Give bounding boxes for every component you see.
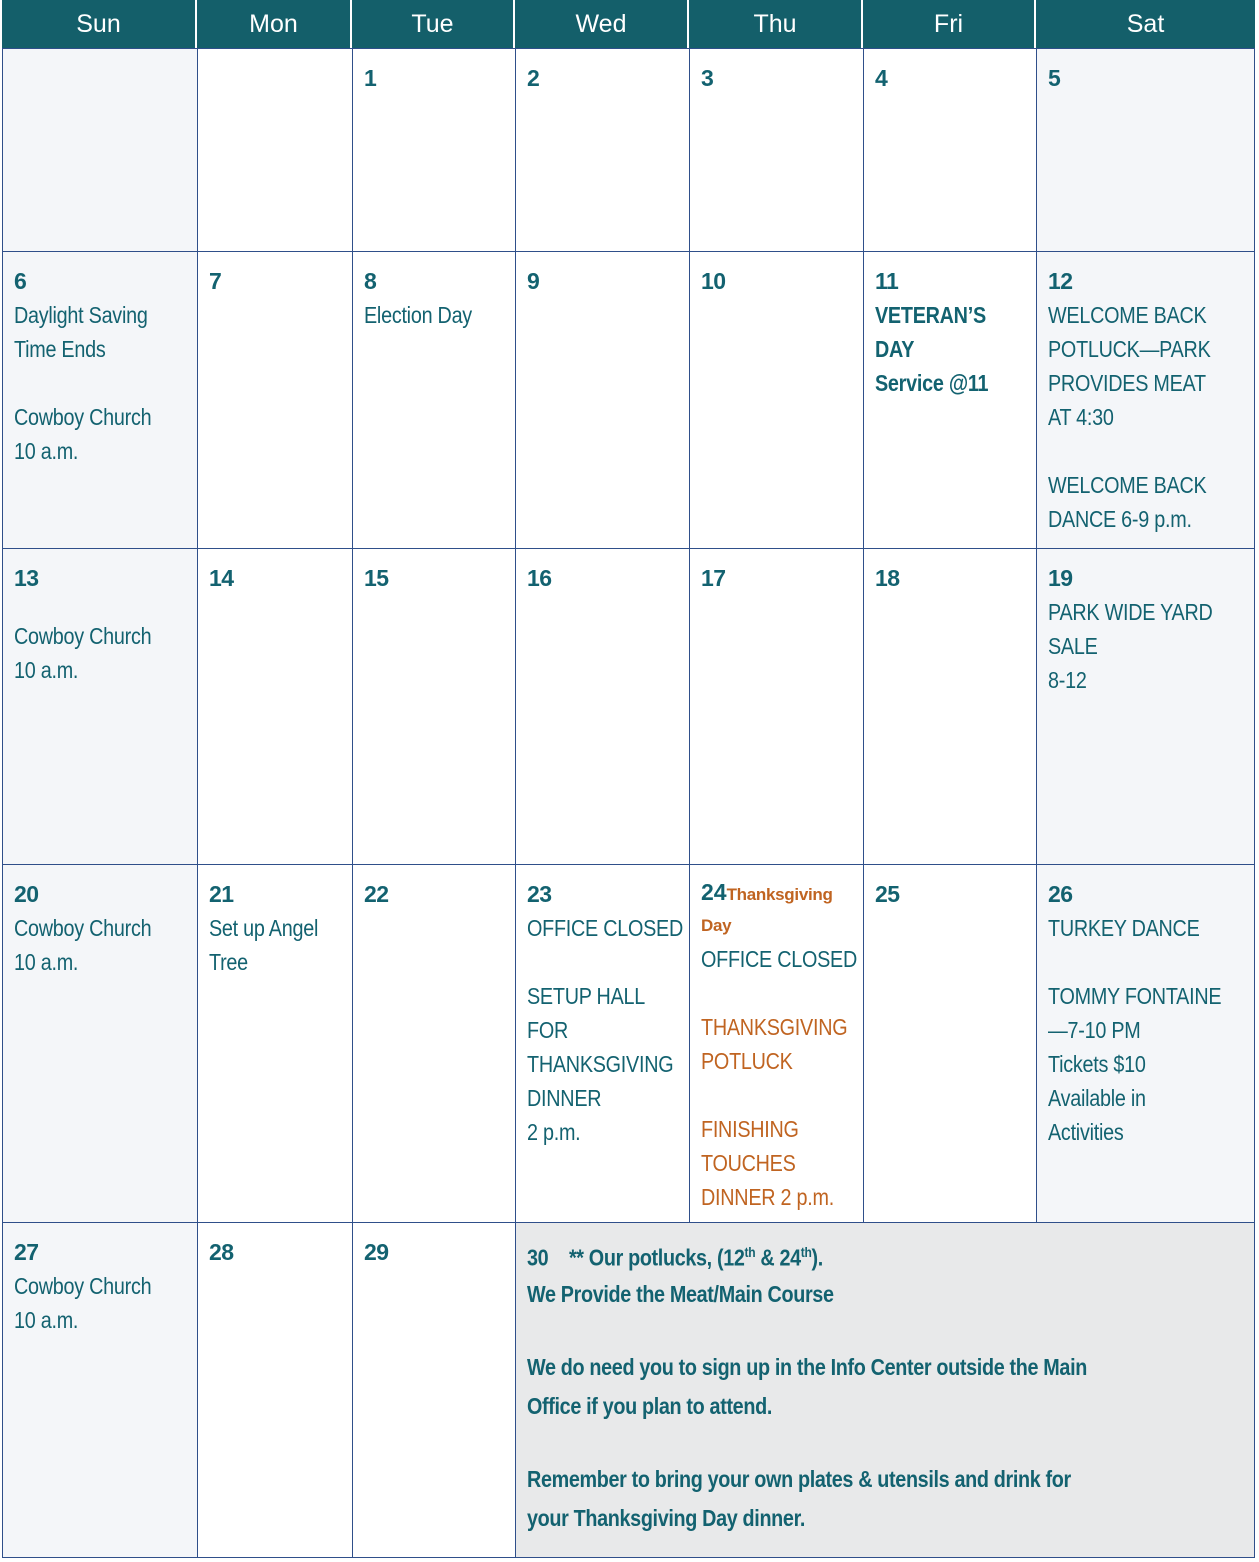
event-text: WELCOME BACK [1048,472,1207,498]
event-text: THANKSGIVING [701,1014,848,1040]
day-number: 13 [14,565,39,591]
event-text: THANKSGIVING [527,1051,674,1077]
event-text: DAY [875,336,915,362]
day-number: 29 [364,1239,389,1265]
potluck-note-header [527,1235,1144,1275]
event-text: SETUP HALL [527,983,645,1009]
event-text: —7-10 PM [1048,1017,1141,1043]
event-text: DINNER [527,1085,602,1111]
day-number: 17 [701,565,726,591]
event-text: Service @11 [875,370,989,396]
day-number: 4 [875,65,888,91]
event-text: Activities [1048,1119,1124,1145]
day-cell-21[interactable] [197,864,353,1223]
event-text: SALE [1048,633,1098,659]
day-number: 1 [364,65,377,91]
event-text: Set up Angel [209,915,319,941]
day-cell-10[interactable] [689,251,864,549]
day-cell-5[interactable] [1036,48,1255,252]
event-text: Cowboy Church [14,1273,152,1299]
day-cell-20[interactable] [2,864,198,1223]
event-text: WELCOME BACK [1048,302,1207,328]
note-text: & 24 [755,1244,801,1271]
event-text: 10 a.m. [14,438,79,464]
event-text: OFFICE CLOSED [701,946,858,972]
day-cell-12[interactable] [1036,251,1255,549]
day-cell-22[interactable] [352,864,516,1223]
event-text: 10 a.m. [14,949,79,975]
day-number: 27 [14,1239,39,1265]
event-text: Cowboy Church [14,915,152,941]
day-cell-2[interactable] [515,48,690,252]
day-header-wed: Wed [515,0,689,48]
day-cell-3[interactable] [689,48,864,252]
event-text: Cowboy Church [14,404,152,430]
event-text: Cowboy Church [14,623,152,649]
note-line: We Provide the Meat/Main Course [527,1280,834,1307]
note-text: ** Our potlucks, (12 [568,1244,745,1271]
event-text: 10 a.m. [14,657,79,683]
event-text: TOUCHES [701,1150,796,1176]
day-number: 19 [1048,565,1073,591]
day-cell-27[interactable] [2,1222,198,1558]
note-line: your Thanksgiving Day dinner. [527,1504,805,1531]
event-text: PARK WIDE YARD [1048,599,1213,625]
event-text: FINISHING [701,1116,799,1142]
day-cell-29[interactable] [352,1222,516,1558]
day-cell-30-notes[interactable] [515,1222,1255,1558]
day-cell-24[interactable] [689,864,864,1223]
day-cell-28[interactable] [197,1222,353,1558]
event-text: Tree [209,949,248,975]
day-number: 16 [527,565,552,591]
day-cell-6[interactable] [2,251,198,549]
event-text: Daylight Saving [14,302,148,328]
day-header-fri: Fri [863,0,1036,48]
event-text: TURKEY DANCE [1048,915,1200,941]
event-text: POTLUCK—PARK [1048,336,1211,362]
day-number: 24 [701,879,727,905]
day-cell-23[interactable] [515,864,690,1223]
event-text: FOR [527,1017,568,1043]
event-text: Available in [1048,1085,1146,1111]
day-number: 5 [1048,65,1061,91]
day-number: 6 [14,268,27,294]
event-text: 2 p.m. [527,1119,581,1145]
event-text: Time Ends [14,336,106,362]
event-text: 8-12 [1048,667,1087,693]
event-text: POTLUCK [701,1048,793,1074]
event-text: DANCE 6-9 p.m. [1048,506,1192,532]
holiday-label: Thanksgiving [726,885,833,904]
day-cell-7[interactable] [197,251,353,549]
day-number: 30 [527,1244,549,1271]
day-cell-13[interactable] [2,548,198,865]
day-number: 12 [1048,268,1073,294]
day-number: 14 [209,565,234,591]
event-text: DINNER 2 p.m. [701,1184,834,1210]
day-number: 9 [527,268,540,294]
event-text: 10 a.m. [14,1307,79,1333]
day-header-thu: Thu [689,0,863,48]
day-number: 3 [701,65,714,91]
event-text: AT 4:30 [1048,404,1114,430]
day-number: 8 [364,268,377,294]
calendar [2,0,1255,1558]
note-line: Remember to bring your own plates & utensils and drink for [527,1465,1071,1492]
event-text: Election Day [364,302,472,328]
day-header-sat: Sat [1036,0,1255,48]
event-text: OFFICE CLOSED [527,915,684,941]
day-header-tue: Tue [352,0,515,48]
day-cell-8[interactable] [352,251,516,549]
day-header-mon: Mon [197,0,352,48]
event-text: Tickets $10 [1048,1051,1146,1077]
note-sup: th [744,1244,756,1260]
day-cell-4[interactable] [863,48,1037,252]
day-cell-17[interactable] [689,548,864,865]
day-number: 18 [875,565,900,591]
note-line: Office if you plan to attend. [527,1392,772,1419]
day-number: 20 [14,881,39,907]
day-cell-25[interactable] [863,864,1037,1223]
day-cell-26[interactable] [1036,864,1255,1223]
day-cell-1[interactable] [352,48,516,252]
event-text: PROVIDES MEAT [1048,370,1206,396]
day-cell-16[interactable] [515,548,690,865]
event-text: VETERAN’S [875,302,986,328]
note-sup: th [800,1244,812,1260]
day-cell-18[interactable] [863,548,1037,865]
day-number: 10 [701,268,726,294]
day-cell-11[interactable] [863,251,1037,549]
day-cell-empty-mon [197,48,353,252]
day-number: 11 [875,268,899,294]
holiday-label: Day [701,916,732,935]
day-number: 7 [209,268,222,294]
day-number: 25 [875,881,900,907]
day-number: 21 [209,881,234,907]
day-cell-15[interactable] [352,548,516,865]
day-cell-19[interactable] [1036,548,1255,865]
day-number: 2 [527,65,540,91]
day-number: 28 [209,1239,234,1265]
day-number: 22 [364,881,389,907]
day-header-sun: Sun [2,0,197,48]
day-cell-9[interactable] [515,251,690,549]
day-cell-empty-sun [2,48,198,252]
day-number: 23 [527,881,552,907]
day-cell-14[interactable] [197,548,353,865]
note-text: ). [811,1244,823,1271]
day-number: 26 [1048,881,1073,907]
event-text: TOMMY FONTAINE [1048,983,1222,1009]
note-line: We do need you to sign up in the Info Center outside the Main [527,1353,1087,1380]
day-number: 15 [364,565,389,591]
